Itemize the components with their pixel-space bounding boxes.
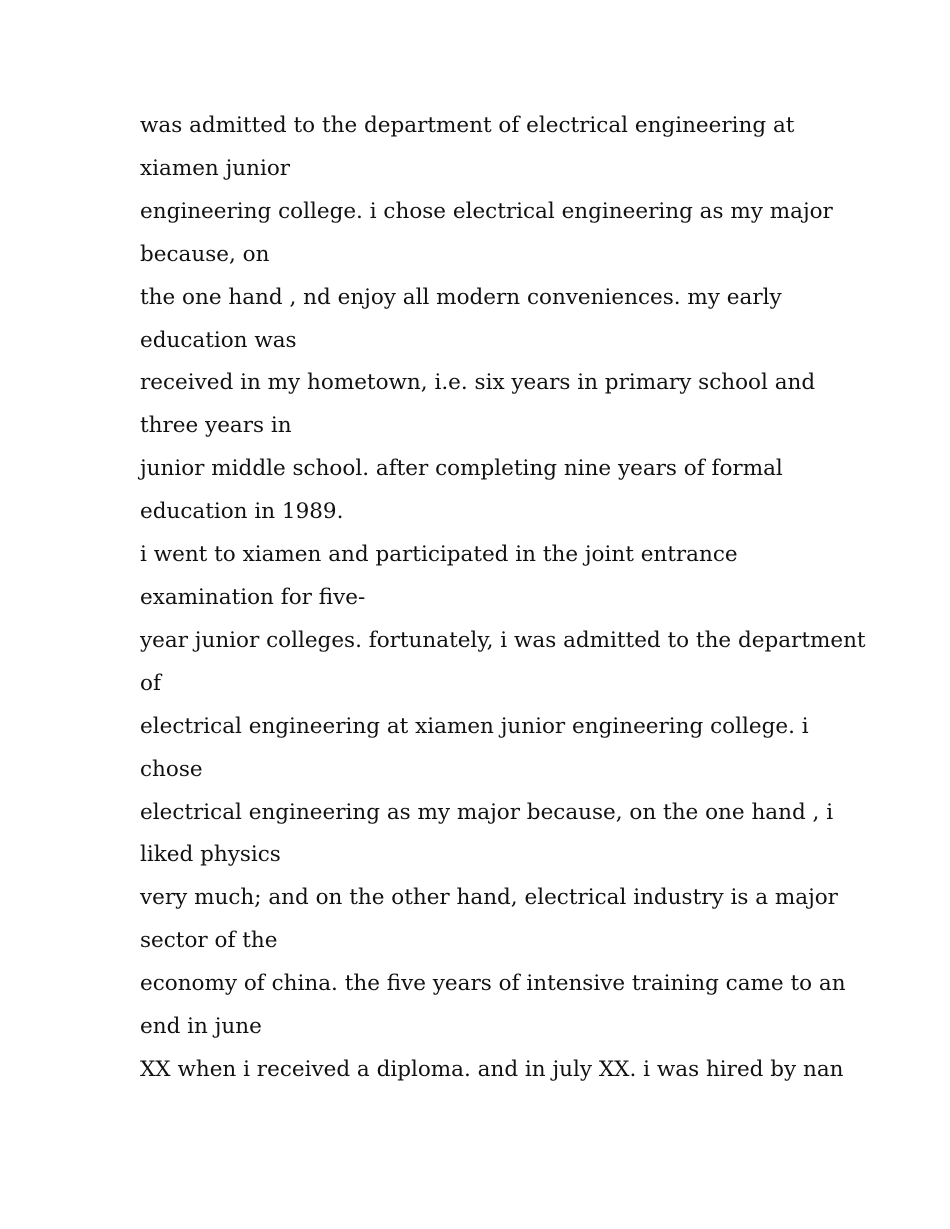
text-line: electrical engineering at xiamen junior engineering college. i [140, 713, 809, 739]
text-line: engineering college. i chose electrical engineering as my major [140, 198, 833, 224]
text-line: year junior colleges. fortunately, i was admitted to the department [140, 627, 866, 653]
text-line: three years in [140, 413, 292, 439]
text-line: end in june [140, 1014, 262, 1040]
text-line: very much; and on the other hand, electrical industry is a major [140, 885, 838, 911]
text-line: xiamen junior [140, 155, 291, 181]
text-line: education was [140, 327, 297, 353]
text-line: economy of china. the five years of intensive training came to an [140, 971, 846, 997]
text-line: i went to xiamen and participated in the joint entrance [140, 542, 738, 568]
body-text [140, 105, 866, 1092]
text-line: because, on [140, 241, 270, 267]
text-line: junior middle school. after completing nine years of formal [140, 456, 783, 482]
text-line: electrical engineering as my major because, on the one hand , i [140, 799, 834, 825]
text-line: education in 1989. [140, 499, 344, 525]
text-line: chose [140, 756, 203, 782]
text-line: was admitted to the department of electrical engineering at [140, 113, 795, 138]
text-line: received in my hometown, i.e. six years in primary school and [140, 370, 816, 396]
text-line: examination for five- [140, 584, 366, 610]
text-line: XX when i received a diploma. and in july XX. i was hired by nan [140, 1056, 844, 1082]
text-line: of [140, 670, 161, 696]
text-line: liked physics [140, 842, 281, 868]
text-line: sector of the [140, 928, 278, 954]
text-line: the one hand , nd enjoy all modern conveniences. my early [140, 284, 782, 310]
